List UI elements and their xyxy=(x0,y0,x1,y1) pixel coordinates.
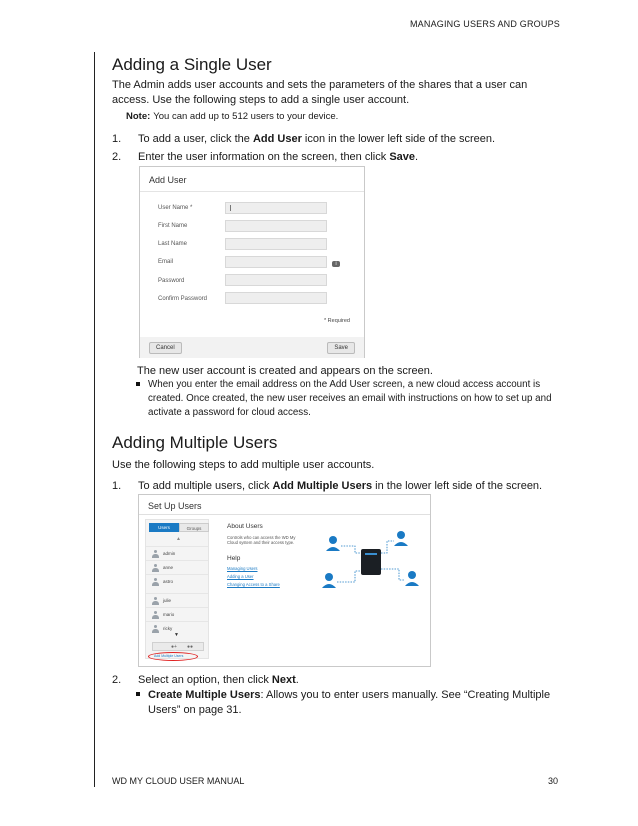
dialog-title: Add User xyxy=(149,175,187,185)
scroll-down-icon[interactable]: ▼ xyxy=(174,632,179,638)
add-multiple-users-link[interactable]: Add Multiple Users xyxy=(154,654,184,658)
email-label: Email xyxy=(158,259,174,265)
user-name: admin xyxy=(163,551,176,556)
step-text-post: icon in the lower left side of the screen. xyxy=(301,133,496,145)
user-icon xyxy=(152,597,159,605)
running-header: MANAGING USERS AND GROUPS xyxy=(409,19,560,29)
user-list-item[interactable] xyxy=(146,593,208,607)
footer-manual-title: WD MY CLOUD USER MANUAL xyxy=(112,776,245,786)
users-network-illustration xyxy=(319,525,424,597)
section-heading-single-user: Adding a Single User xyxy=(112,55,272,74)
bullet-marker xyxy=(136,382,140,386)
email-input[interactable] xyxy=(225,256,327,268)
step-text xyxy=(138,479,542,494)
section-heading-multiple-users: Adding Multiple Users xyxy=(112,433,278,452)
user-silhouette-icon xyxy=(326,536,340,551)
connector-line xyxy=(337,571,361,582)
user-list-item[interactable] xyxy=(146,546,208,560)
step-text-post: . xyxy=(415,151,419,163)
about-users-heading: About Users xyxy=(227,523,263,530)
cancel-button[interactable]: Cancel xyxy=(149,342,182,354)
first-name-label: First Name xyxy=(158,223,188,229)
bullet-cloud-account xyxy=(136,378,566,420)
user-list-item[interactable] xyxy=(146,560,208,574)
step-number: 1. xyxy=(112,480,122,492)
user-silhouette-icon xyxy=(405,571,419,586)
tab-groups[interactable]: Groups xyxy=(179,523,209,532)
password-label: Password xyxy=(158,278,185,284)
dialog-title-divider xyxy=(140,191,364,192)
step-text-pre: Enter the user information on the screen, then click xyxy=(138,151,390,163)
section-intro-multiple-users: Use the following steps to add multiple user accounts. xyxy=(112,459,375,471)
step-text-bold: Add Multiple Users xyxy=(272,480,373,492)
nas-device-light xyxy=(365,553,377,555)
tab-users[interactable]: Users xyxy=(149,523,179,532)
required-note: * Required xyxy=(324,318,350,324)
user-name-label: User Name * xyxy=(158,205,193,211)
text-cursor xyxy=(230,205,231,211)
password-input[interactable] xyxy=(225,274,327,286)
confirm-password-label: Confirm Password xyxy=(158,296,208,302)
panel-title: Set Up Users xyxy=(148,501,202,511)
bullet-bold: Create Multiple Users xyxy=(148,689,261,701)
info-icon[interactable]: i xyxy=(332,261,340,267)
step-text-bold: Save xyxy=(389,151,416,163)
step-text-bold: Next xyxy=(271,674,296,686)
connector-line xyxy=(381,569,405,580)
user-name: ricky xyxy=(163,626,173,631)
last-name-input[interactable] xyxy=(225,238,327,250)
user-list-item[interactable] xyxy=(146,607,208,621)
step-text xyxy=(138,150,418,165)
step-text-pre: To add multiple users, click xyxy=(138,480,273,492)
connector-line xyxy=(381,541,394,553)
bullet-text: When you enter the email address on the Add User screen, a new cloud access account is created. Once created, the new user receives an email with instructions on how to set up and activate a password for cloud access. xyxy=(148,379,552,418)
panel-title-divider xyxy=(139,514,430,515)
user-silhouette-icon xyxy=(322,573,336,588)
nas-device-icon xyxy=(361,549,381,575)
user-icon xyxy=(152,550,159,558)
user-list-item[interactable] xyxy=(146,574,208,588)
users-sidebar xyxy=(145,519,209,659)
user-icon xyxy=(152,611,159,619)
connector-line xyxy=(341,546,361,553)
bullet-marker xyxy=(136,692,140,696)
first-name-input[interactable] xyxy=(225,220,327,232)
page-number: 30 xyxy=(547,776,558,786)
step-text-post: . xyxy=(295,674,299,686)
scroll-up-icon[interactable]: ▲ xyxy=(176,536,181,542)
last-name-label: Last Name xyxy=(158,241,188,247)
add-user-dialog xyxy=(139,166,365,358)
save-button[interactable]: Save xyxy=(327,342,355,354)
user-name: astro xyxy=(163,579,174,584)
user-icon xyxy=(152,578,159,586)
user-name-input[interactable] xyxy=(225,202,327,214)
step-text xyxy=(138,673,299,688)
user-icon xyxy=(152,625,159,633)
step-text-post: in the lower left side of the screen. xyxy=(372,480,543,492)
user-name: mario xyxy=(163,612,175,617)
note-text: You can add up to 512 users to your device. xyxy=(153,111,339,122)
result-text: The new user account is created and appears on the screen. xyxy=(137,365,433,377)
step-text-pre: Select an option, then click xyxy=(138,674,272,686)
help-link-managing-users[interactable]: Managing Users xyxy=(227,566,258,571)
step-number: 1. xyxy=(112,133,122,145)
user-silhouette-icon xyxy=(394,531,408,546)
help-link-adding-a-user[interactable]: Adding a User xyxy=(227,574,254,579)
bullet-create-multiple-users xyxy=(136,688,566,718)
sidebar-footer xyxy=(152,642,204,651)
step-number: 2. xyxy=(112,674,122,686)
step-number: 2. xyxy=(112,151,122,163)
step-text xyxy=(138,132,495,147)
set-up-users-panel xyxy=(138,494,431,667)
confirm-password-input[interactable] xyxy=(225,292,327,304)
left-margin-rule xyxy=(94,52,95,787)
help-heading: Help xyxy=(227,555,241,562)
about-users-text: Controls who can access the WD My Cloud system and their access type. xyxy=(227,535,296,546)
add-user-icon[interactable]: ●+ xyxy=(171,644,177,650)
help-link-changing-access[interactable]: Changing Access to a Share xyxy=(227,582,280,587)
bullet-text: : Allows you to enter users manually. See “Creating Multiple Users” on page 31. xyxy=(148,689,551,716)
note xyxy=(126,111,338,122)
add-multiple-users-icon[interactable]: ●● xyxy=(187,644,194,650)
step-text-bold: Add User xyxy=(252,133,302,145)
user-name: julie xyxy=(163,598,172,603)
user-icon xyxy=(152,564,159,572)
note-label: Note: xyxy=(126,111,151,122)
dialog-footer xyxy=(140,337,364,358)
section-intro-single-user: The Admin adds user accounts and sets the parameters of the shares that a user can access. Use the following steps to add a single user account. xyxy=(112,79,528,106)
user-name: anne xyxy=(163,565,174,570)
step-text-pre: To add a user, click the xyxy=(138,133,253,145)
